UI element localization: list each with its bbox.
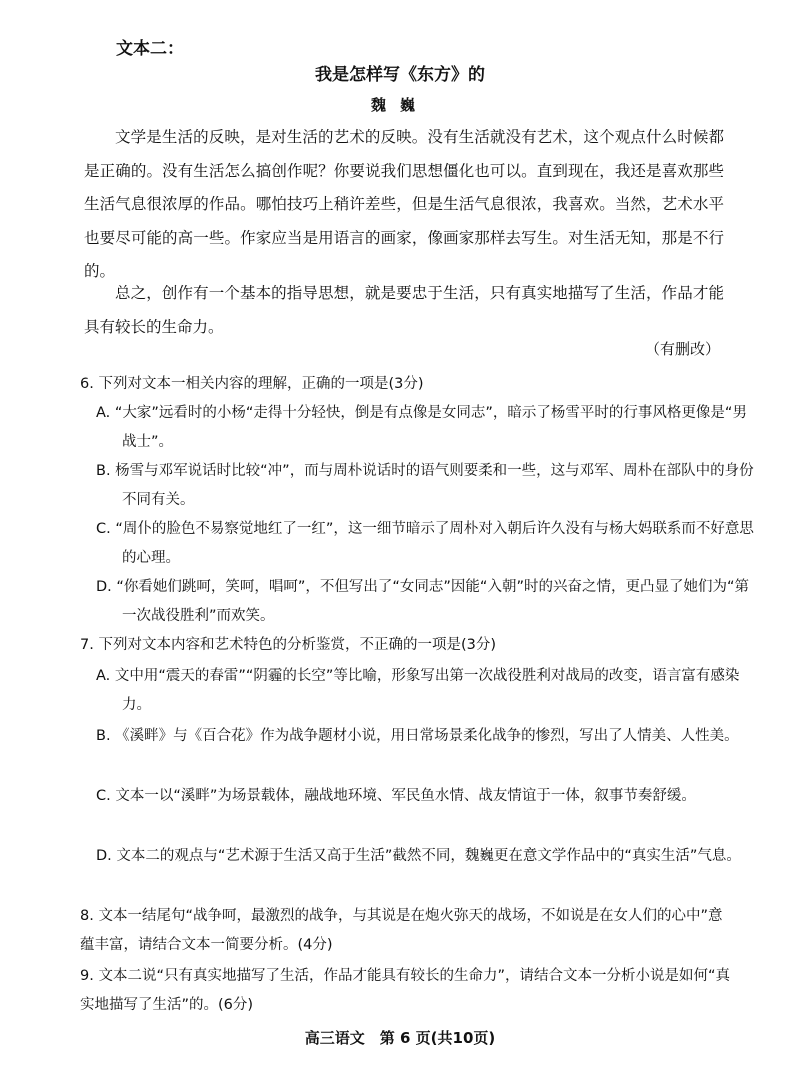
question-6-option-d: D. “你看她们跳呵，笑呵，唱呵”，不但写出了“女同志”因能“入朝”时的兴奋之情，更凸显了她们为“第一次战役胜利”而欢笑。 <box>96 579 749 624</box>
question-7-option-b: B. 《溪畔》与《百合花》作为战争题材小说，用日常场景柔化战争的惨烈，写出了人情美、人性美。 <box>96 728 739 744</box>
page-footer: 高三语文 第 6 页(共10页) <box>304 1029 496 1047</box>
article-author: 魏巍 <box>370 96 429 114</box>
question-7-option-a: A. 文中用“震天的春雷”“阴霾的长空”等比喻，形象写出第一次战役胜利对战局的改变，语言富有感染力。 <box>96 668 740 713</box>
article-paragraph-1: 文学是生活的反映，是对生活的艺术的反映。没有生活就没有艺术，这个观点什么时候都是正确的。没有生活怎么搞创作呢？你要说我们思想僵化也可以。直到现在，我还是喜欢那些生活气息很浓厚的作品。哪怕技巧上稍许差些，但是生活气息很浓，我喜欢。当然，艺术水平也要尽可能的高一些。作家应当是用语言的画家，像画家那样去写生。对生活无知，那是不行的。 <box>84 128 724 280</box>
question-6-option-b: B. 杨雪与邓军说话时比较“冲”，而与周朴说话时的语气则要柔和一些，这与邓军、周朴在部队中的身份不同有关。 <box>96 463 754 508</box>
question-6-option-a: A. “大家”远看时的小杨“走得十分轻快，倒是有点像是女同志”，暗示了杨雪平时的行事风格更像是“男战士”。 <box>96 405 747 450</box>
question-7-option-d: D. 文本二的观点与“艺术源于生活又高于生活”截然不同，魏巍更在意文学作品中的“真实生活”气息。 <box>96 848 741 864</box>
question-9-stem: 9. 文本二说“只有真实地描写了生活，作品才能具有较长的生命力”，请结合文本一分析小说是如何“真实地描写了生活”的。(6分) <box>80 968 730 1013</box>
question-6-option-c: C. “周仆的脸色不易察觉地红了一红”，这一细节暗示了周朴对入朝后许久没有与杨大妈联系而不好意思的心理。 <box>96 521 754 566</box>
question-7-option-c: C. 文本一以“溪畔”为场景载体，融战地环境、军民鱼水情、战友情谊于一体，叙事节奏舒缓。 <box>96 788 696 804</box>
question-8-stem: 8. 文本一结尾句“战争呵，最激烈的战争，与其说是在炮火弥天的战场，不如说是在女人们的心中”意蕴丰富，请结合文本一简要分析。(4分) <box>80 908 723 953</box>
edit-note: （有删改） <box>644 340 720 358</box>
question-6-stem: 6. 下列对文本一相关内容的理解，正确的一项是(3分) <box>80 376 424 392</box>
question-7-stem: 7. 下列对文本内容和艺术特色的分析鉴赏，不正确的一项是(3分) <box>80 637 496 653</box>
article-title: 我是怎样写《东方》的 <box>315 65 485 85</box>
section-label: 文本二： <box>116 39 184 59</box>
article-paragraph-2: 总之，创作有一个基本的指导思想，就是要忠于生活，只有真实地描写了生活，作品才能具有较长的生命力。 <box>84 284 724 336</box>
